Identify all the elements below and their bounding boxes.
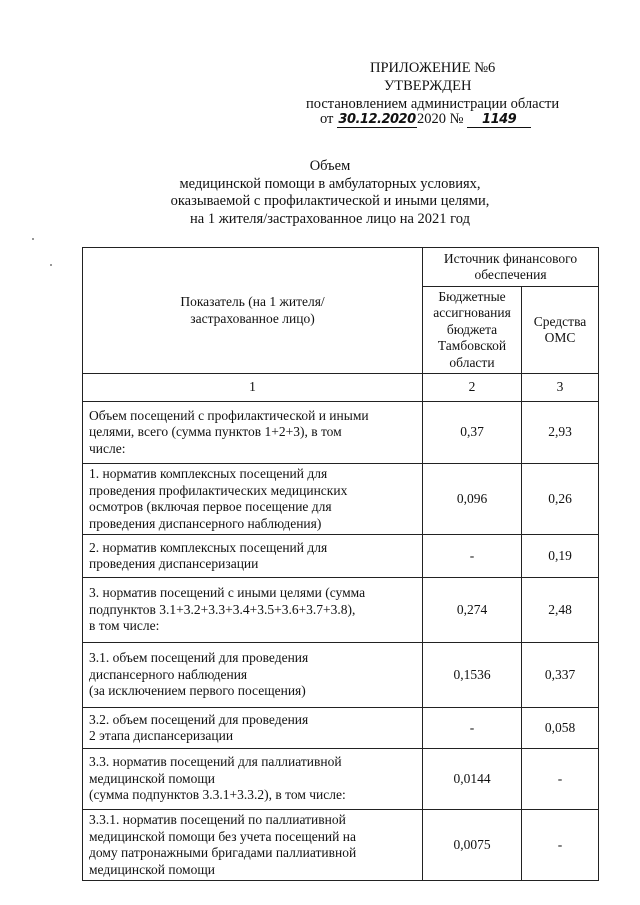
column-number: 3	[522, 374, 599, 402]
indicator-line: медицинской помощи	[89, 861, 215, 877]
budget-value: -	[423, 708, 522, 749]
indicator-cell	[83, 643, 423, 708]
title-line: на 1 жителя/застрахованное лицо на 2021 год	[190, 210, 470, 227]
indicator-line: (сумма подпунктов 3.3.1+3.3.2), в том числе:	[89, 787, 346, 803]
year-number-label: 2020 №	[417, 111, 464, 127]
indicator-line: 2. норматив комплексных посещений для	[89, 539, 328, 555]
indicator-line: медицинской помощи	[89, 770, 215, 786]
oms-value: -	[522, 749, 599, 810]
table-row	[83, 643, 599, 708]
table-row	[83, 578, 599, 643]
budget-value: 0,0075	[423, 810, 522, 881]
indicator-cell	[83, 578, 423, 643]
indicator-cell	[83, 749, 423, 810]
column-number: 2	[423, 374, 522, 402]
indicator-cell	[83, 708, 423, 749]
indicator-cell	[83, 810, 423, 881]
indicator-line: 3.3.1. норматив посещений по паллиативной	[89, 812, 346, 827]
handwritten-date: 30.12.2020	[338, 112, 416, 127]
indicator-line: 3.1. объем посещений для проведения	[89, 650, 309, 666]
budget-value: -	[423, 535, 522, 578]
indicator-line: 1. норматив комплексных посещений для	[89, 466, 328, 481]
indicator-line: 3. норматив посещений с иными целями (сумма	[89, 585, 366, 601]
indicator-line: 2 этапа диспансеризации	[89, 728, 234, 743]
oms-value: 0,337	[522, 643, 599, 708]
title-line: оказываемой с профилактической и иными целями,	[170, 193, 490, 209]
indicator-header-line: застрахованное лицо)	[190, 310, 315, 326]
table-row	[83, 535, 599, 578]
indicator-line: 3.2. объем посещений для проведения	[89, 711, 309, 727]
header-row	[83, 248, 599, 287]
volume-table	[82, 247, 599, 881]
source-header: Источник финансового обеспечения	[423, 248, 599, 287]
indicator-line: осмотров (включая первое посещение для	[89, 499, 332, 514]
indicator-line: в том числе:	[89, 618, 160, 634]
indicator-cell	[83, 464, 423, 535]
indicator-line: Объем посещений с профилактической и иными	[89, 407, 369, 423]
document-title	[0, 158, 640, 228]
oms-value: 2,48	[522, 578, 599, 643]
title-line: медицинской помощи в амбулаторных условиях,	[179, 175, 481, 192]
column-number: 1	[83, 374, 423, 402]
budget-value: 0,37	[423, 402, 522, 464]
table-row	[83, 810, 599, 881]
indicator-line: дому патронажными бригадами паллиативной	[89, 845, 357, 860]
table-body	[83, 402, 599, 881]
oms-value: 2,93	[522, 402, 599, 464]
indicator-header-line: Показатель (на 1 жителя/	[180, 294, 325, 309]
oms-value: 0,19	[522, 535, 599, 578]
approved-label: УТВЕРЖДЕН	[384, 78, 472, 94]
oms-value: 0,058	[522, 708, 599, 749]
table-row	[83, 402, 599, 464]
scan-speck	[32, 238, 34, 240]
indicator-line: подпунктов 3.1+3.2+3.3+3.4+3.5+3.6+3.7+3.8),	[89, 601, 356, 617]
oms-value: -	[522, 810, 599, 881]
indicator-line: медицинской помощи без учета посещений на	[89, 828, 356, 844]
indicator-line: проведения диспансерного наблюдения)	[89, 515, 322, 531]
indicator-cell	[83, 535, 423, 578]
indicator-line: 3.3. норматив посещений для паллиативной	[89, 754, 342, 770]
budget-value: 0,274	[423, 578, 522, 643]
table-row	[83, 749, 599, 810]
budget-value: 0,096	[423, 464, 522, 535]
oms-value: 0,26	[522, 464, 599, 535]
indicator-cell	[83, 402, 423, 464]
indicator-header	[83, 248, 423, 374]
scan-speck	[50, 264, 52, 266]
budget-value: 0,1536	[423, 643, 522, 708]
handwritten-number: 1149	[467, 113, 531, 128]
table-row	[83, 708, 599, 749]
indicator-line: целями, всего (сумма пунктов 1+2+3), в том	[89, 424, 342, 440]
table-row	[83, 464, 599, 535]
indicator-line: проведения диспансеризации	[89, 556, 259, 571]
column-number-row	[83, 374, 599, 402]
appendix-label: ПРИЛОЖЕНИЕ №6	[370, 60, 496, 76]
budget-header: Бюджетные ассигнования бюджета Тамбовской области	[423, 287, 522, 374]
resolution-label: постановлением администрации области	[306, 96, 560, 112]
title-line: Объем	[309, 158, 351, 174]
indicator-line: проведения профилактических медицинских	[89, 482, 348, 498]
budget-value: 0,0144	[423, 749, 522, 810]
indicator-line: числе:	[89, 440, 126, 456]
indicator-line: диспансерного наблюдения	[89, 666, 248, 682]
oms-header: Средства ОМС	[522, 287, 599, 374]
indicator-line: (за исключением первого посещения)	[89, 683, 306, 699]
resolution-date-line	[320, 110, 531, 128]
from-label: от	[320, 111, 334, 127]
